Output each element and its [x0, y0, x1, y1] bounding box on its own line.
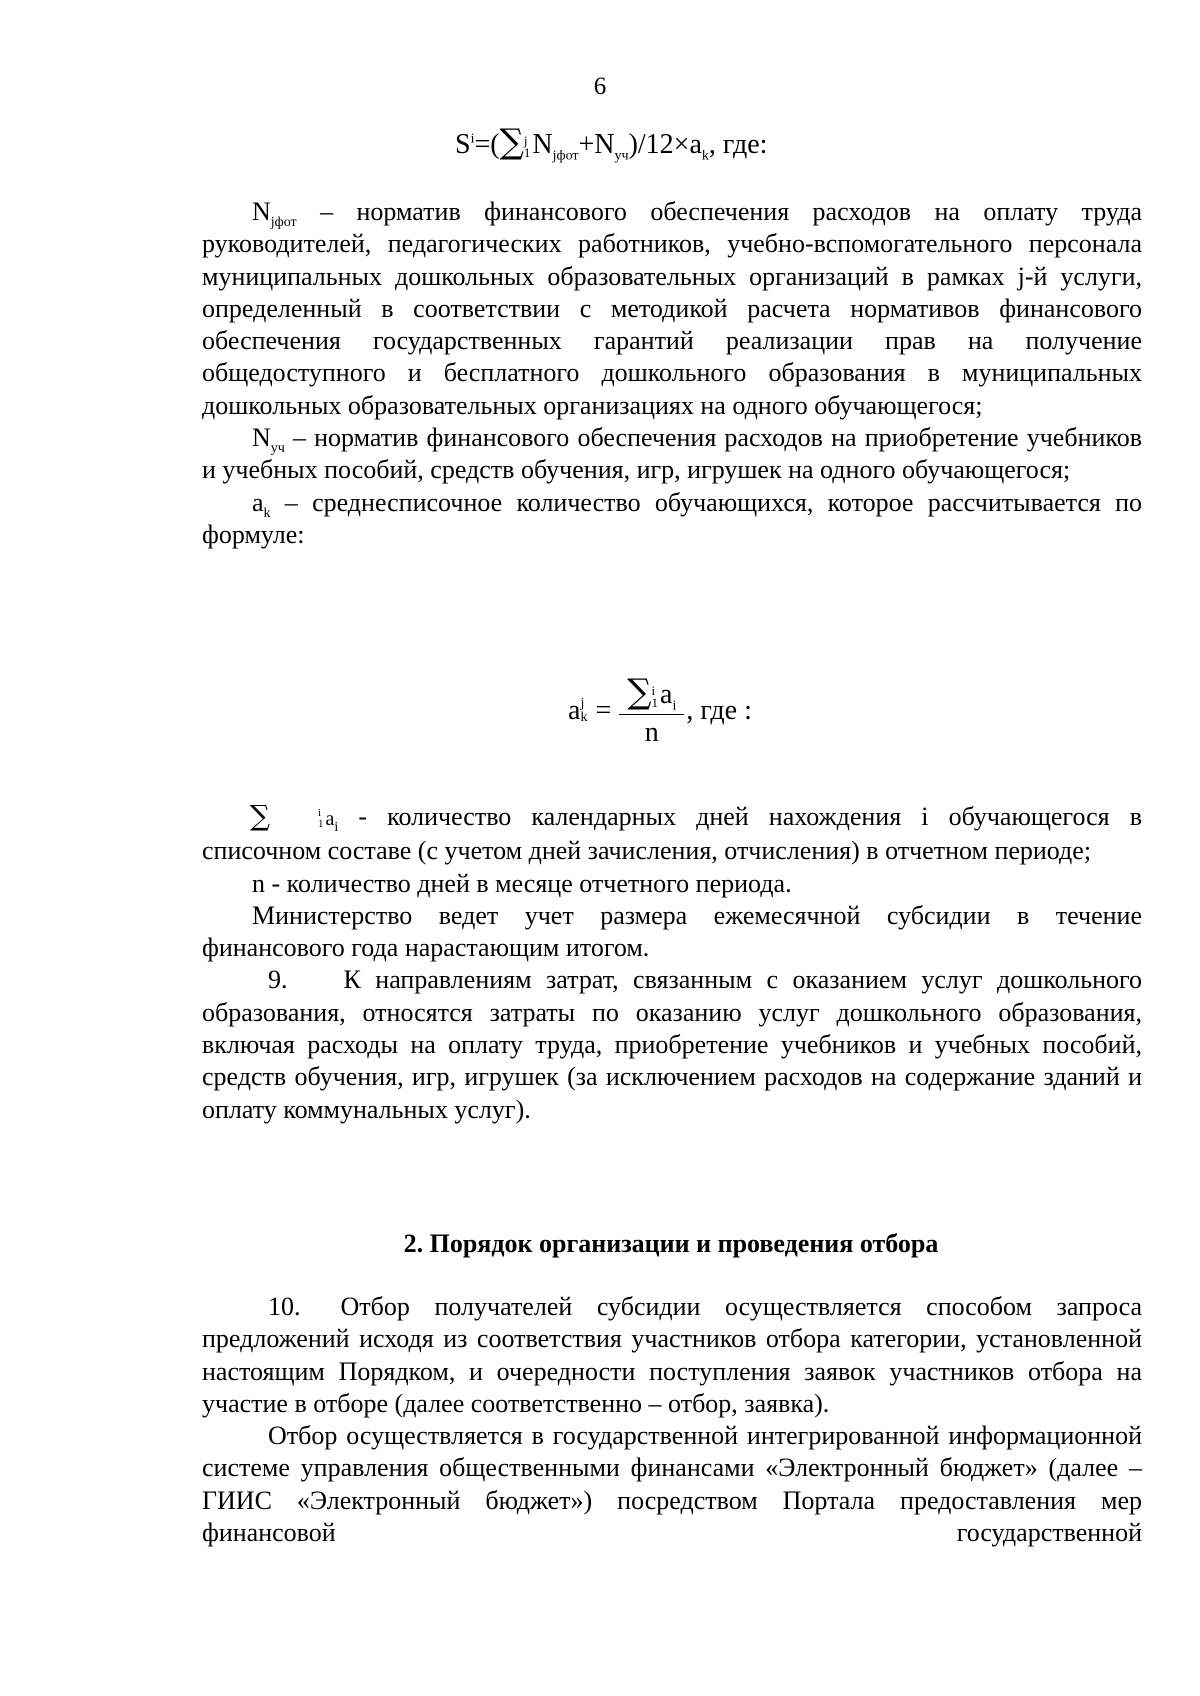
def-nuch: [202, 422, 1142, 487]
sum-limits: [270, 808, 324, 830]
formula-si-plus: +N: [578, 129, 615, 160]
formula-si-open: =(: [474, 129, 500, 160]
sum-limits: [523, 132, 531, 160]
def-nuch-symbol: N: [252, 423, 271, 453]
sum-upper: i: [318, 807, 322, 820]
formula-si-tail: )/12×a: [628, 129, 702, 160]
formula-si-term1: N: [532, 129, 553, 160]
item-10-text: Отбор получателей субсидии осуществляется способом запроса предложений исходя из соответствия участников отбора категории, установленной настоящим Порядком, и очередности поступления заявок участников отбора на участие в отборе (далее соответственно – отбор, заявка).: [202, 1292, 1142, 1418]
body-block-2: [202, 1291, 1142, 1549]
sum-def-var: a: [325, 808, 335, 830]
formula-ak: [568, 672, 752, 749]
formula-ak-numerator: [619, 672, 684, 715]
item-9-text: К направлениям затрат, связанным с оказанием услуг дошкольного образования, относятся затраты по оказанию услуг дошкольного образования, включая расходы на оплату труда, приобретение учебников и учебных пособий, средств обучения, игр, игрушек (за исключением расходов на содержание зданий и оплату коммунальных услуг).: [202, 965, 1142, 1124]
sum-lower: 1: [523, 144, 531, 160]
formula-ak-equals: =: [595, 694, 612, 726]
sum-symbol: ∑: [499, 122, 524, 162]
sum-upper: i: [651, 682, 656, 698]
formula-ak-lhs-sub: k: [580, 709, 588, 725]
formula-si-lhs: S: [455, 129, 471, 160]
def-ak-text: – среднесписочное количество обучающихся, которое рассчитывается по формуле:: [202, 487, 1142, 549]
item-10-number: 10.: [268, 1292, 301, 1321]
formula-si-suffix: , где:: [708, 129, 768, 160]
definitions-block: [202, 196, 1142, 551]
sum-limits: [651, 682, 659, 710]
formula-ak-lhs: a: [568, 694, 581, 726]
def-nuch-sub: уч: [270, 441, 285, 457]
item-9-number: 9.: [268, 965, 288, 995]
sum-symbol: ∑: [627, 672, 652, 712]
formula-ak-num-sub: i: [672, 698, 677, 714]
item-9: [202, 964, 1142, 1125]
formula-si-term2-sub: уч: [614, 148, 629, 164]
formula-si-tail-sub: k: [701, 148, 709, 164]
formula-ak-denominator: n: [644, 717, 659, 748]
def-ak-symbol: a: [252, 487, 264, 517]
item-10: [202, 1291, 1142, 1420]
sum-def-text: - количество календарных дней нахождения i обучающегося в списочном составе (с учетом дней зачисления, отчисления) в отчетном периоде;: [202, 802, 1142, 866]
formula-ak-suffix: , где :: [686, 694, 752, 726]
formula-ak-lhs-sup: j: [580, 695, 585, 711]
formula-ak-scripts: [580, 697, 587, 725]
def-ak-sub: k: [263, 505, 271, 521]
sum-definition: [202, 800, 1142, 868]
def-nuch-text: – норматив финансового обеспечения расходов на приобретение учебников и учебных пособий, средств обучения, игр, игрушек на одного обучающегося;: [202, 423, 1142, 485]
formula-si-term1-sub: jфот: [552, 148, 579, 164]
n-definition: n - количество дней в месяце отчетного периода.: [252, 868, 792, 898]
def-njfot-symbol: N: [252, 197, 271, 226]
page-number: 6: [593, 73, 607, 100]
formula-si-lhs-sup: i: [470, 131, 475, 147]
ministry-paragraph: Министерство ведет учет размера ежемесячной субсидии в течение финансового года нарастающим итогом.: [202, 900, 1142, 963]
body-block-1: [202, 800, 1142, 1126]
sum-symbol: ∑: [250, 799, 270, 832]
def-ak: [202, 487, 1142, 552]
last-paragraph: Отбор осуществляется в государственной интегрированной информационной системе управления общественными финансами «Электронный бюджет» (далее – ГИИС «Электронный бюджет») посредством Портала предоставления мер финансовой государственной: [202, 1421, 1142, 1548]
formula-ak-fraction: [619, 672, 684, 749]
sum-lower: 1: [651, 694, 659, 710]
formula-si: [455, 122, 767, 162]
formula-ak-num-var: a: [660, 679, 673, 710]
def-njfot-sub: jфот: [270, 215, 297, 231]
def-njfot: [202, 196, 1142, 422]
section-heading: 2. Порядок организации и проведения отбора: [403, 1229, 939, 1258]
sum-upper: j: [523, 132, 528, 148]
def-njfot-text: – норматив финансового обеспечения расходов на оплату труда руководителей, педагогических работников, учебно-вспомогательного персонала муниципальных дошкольных образовательных организаций в рамках j-й услуги, определенный в соответствии с методикой расчета нормативов финансового обеспечения государственных гарантий реализации прав на получение общедоступного и бесплатного дошкольного образования в муниципальных дошкольных образовательных организациях на одного обучающегося;: [202, 197, 1142, 420]
sum-def-var-sub: i: [334, 820, 339, 836]
sum-lower: 1: [318, 818, 324, 831]
